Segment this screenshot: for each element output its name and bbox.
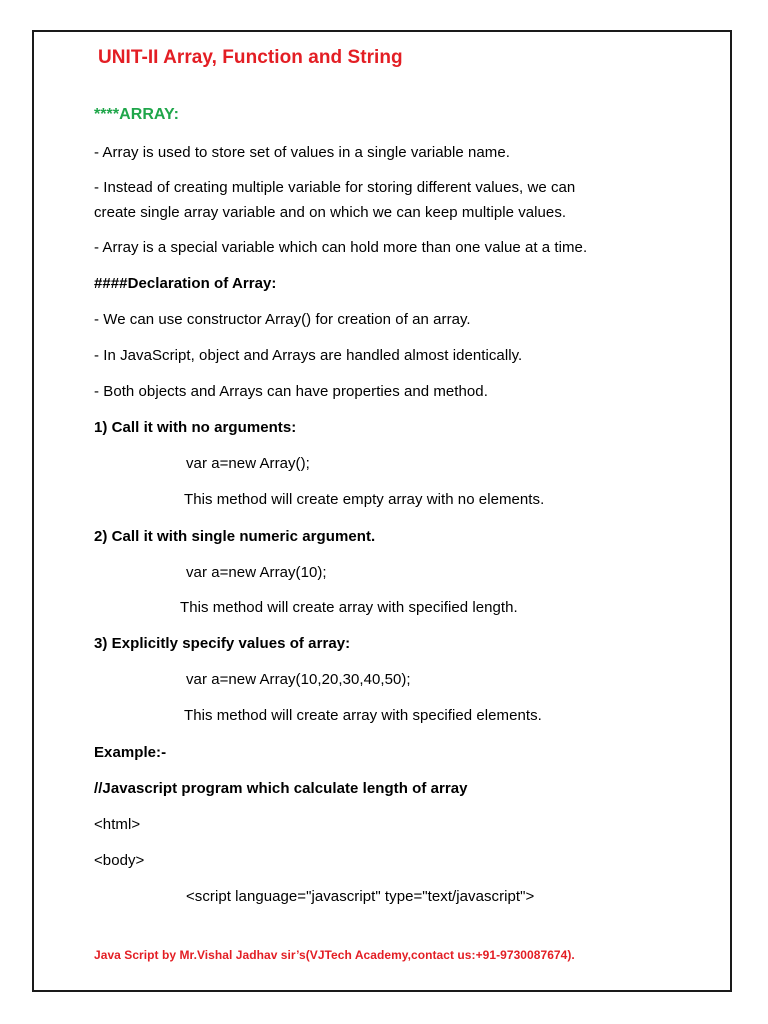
declaration-point-1: - We can use constructor Array() for creation of an array. — [94, 311, 471, 328]
page-title: UNIT-II Array, Function and String — [98, 47, 403, 68]
method-2-heading: 2) Call it with single numeric argument. — [94, 528, 376, 545]
declaration-heading: ####Declaration of Array: — [94, 275, 277, 292]
method-1-code: var a=new Array(); — [186, 455, 310, 472]
method-2-code: var a=new Array(10); — [186, 564, 327, 581]
intro-line-1: - Array is used to store set of values in a single variable name. — [94, 144, 510, 161]
method-3-code: var a=new Array(10,20,30,40,50); — [186, 671, 411, 688]
section-heading-array: ****ARRAY: — [94, 106, 179, 123]
example-comment: //Javascript program which calculate length of array — [94, 780, 468, 797]
method-1-description: This method will create empty array with no elements. — [184, 491, 545, 508]
declaration-point-2: - In JavaScript, object and Arrays are handled almost identically. — [94, 347, 523, 364]
method-1-heading: 1) Call it with no arguments: — [94, 419, 297, 436]
example-code-body-tag: <body> — [94, 852, 145, 869]
example-heading: Example:- — [94, 744, 167, 761]
intro-line-2: - Instead of creating multiple variable for storing different values, we can — [94, 179, 576, 196]
example-code-html-tag: <html> — [94, 816, 141, 833]
intro-line-4: - Array is a special variable which can hold more than one value at a time. — [94, 239, 588, 256]
declaration-point-3: - Both objects and Arrays can have properties and method. — [94, 383, 488, 400]
intro-line-3: create single array variable and on which we can keep multiple values. — [94, 204, 567, 221]
page-border — [32, 30, 732, 992]
method-3-heading: 3) Explicitly specify values of array: — [94, 635, 351, 652]
page-footer: Java Script by Mr.Vishal Jadhav sir’s(VJTech Academy,contact us:+91-9730087674). — [94, 948, 575, 962]
method-2-description: This method will create array with specified length. — [180, 599, 518, 616]
method-3-description: This method will create array with specified elements. — [184, 707, 542, 724]
example-code-script-tag: <script language="javascript" type="text/javascript"> — [186, 888, 535, 905]
